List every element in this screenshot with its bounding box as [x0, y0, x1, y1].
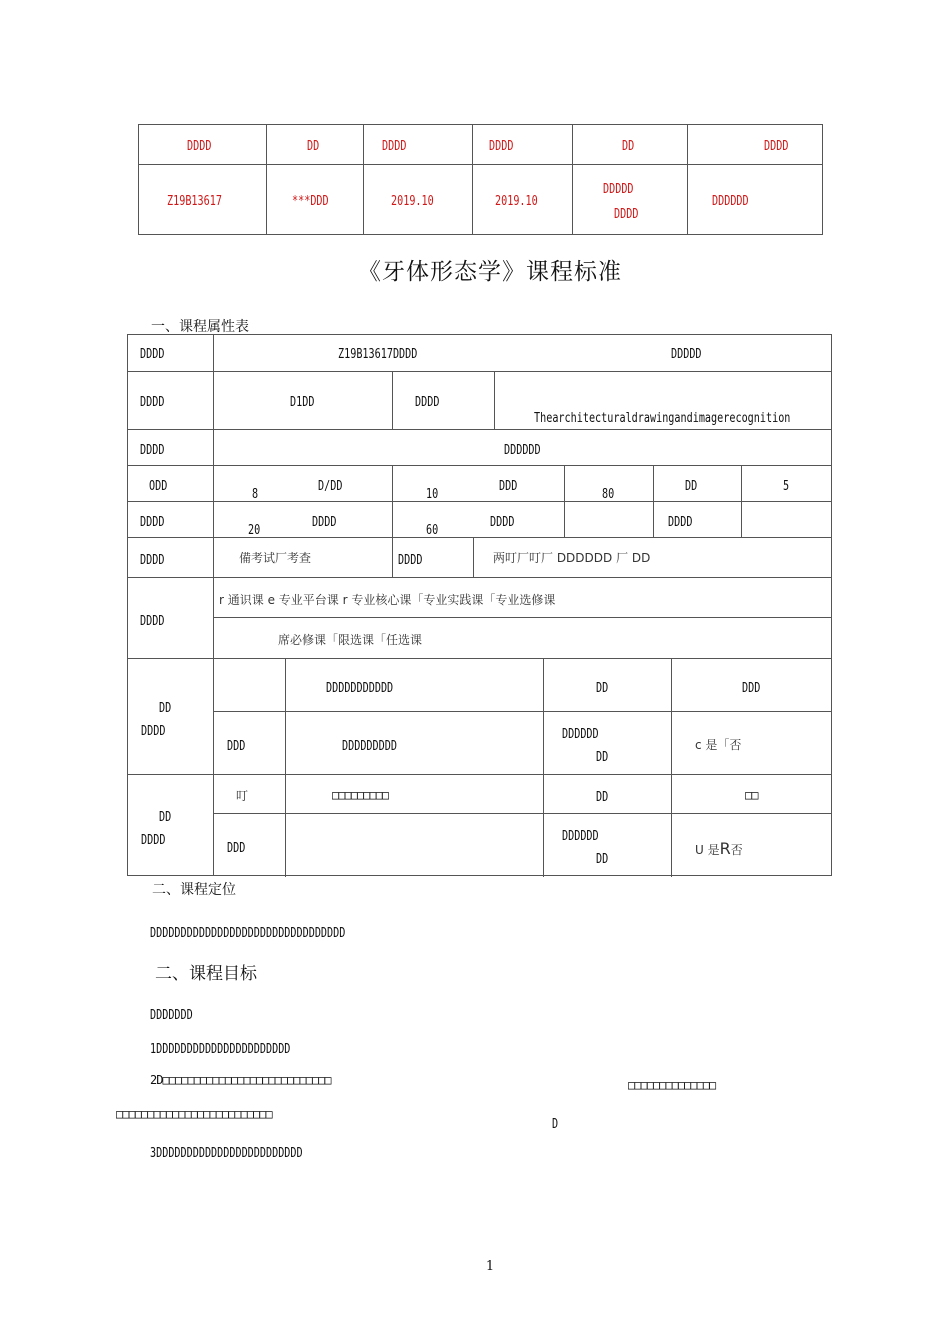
r4-g: DD	[685, 479, 698, 494]
r2-label: DDDD	[140, 395, 165, 410]
version-table	[138, 124, 823, 235]
version-date-2: 2019.10	[473, 165, 573, 235]
r8-b3a: DDDDDD	[562, 727, 599, 742]
r9-yes-no: U 是R否	[695, 839, 743, 858]
section1-heading: 一、课程属性表	[151, 319, 249, 335]
r9-h1: 叮	[236, 789, 249, 803]
section2-heading: 二、课程定位	[152, 882, 236, 898]
r8-label-1: DD	[159, 701, 172, 716]
r8-h2: DDDDDDDDDDD	[326, 681, 394, 696]
version-status: DDDDD DDDD	[573, 165, 688, 235]
attribute-table	[127, 334, 832, 876]
r1-right: DDDDD	[671, 347, 702, 362]
r3-label: DDDD	[140, 443, 165, 458]
page-number: 1	[485, 1259, 495, 1274]
r1-label: DDDD	[140, 347, 165, 362]
r4-b: 8	[252, 487, 259, 502]
version-code: Z19B13617	[139, 165, 267, 235]
r9-b1: DDD	[227, 841, 246, 856]
goal-1: 1DDDDDDDDDDDDDDDDDDDDDD	[150, 1042, 291, 1057]
r5-c: DDDD	[312, 515, 337, 530]
version-header-5: DD	[573, 125, 688, 165]
goals-intro: DDDDDDD	[150, 1008, 193, 1023]
version-date-1: 2019.10	[364, 165, 473, 235]
r9-h3: DD	[596, 790, 609, 805]
exam-method: 備考试厂考查	[239, 551, 312, 565]
r5-b: 20	[248, 523, 261, 538]
r8-b1: DDD	[227, 739, 246, 754]
version-approver: DDDDDD	[688, 165, 823, 235]
r5-g: DDDD	[668, 515, 693, 530]
r8-b3b: DD	[596, 750, 609, 765]
r1-course-code: Z19B13617DDDD	[338, 347, 418, 362]
r4-f: 80	[602, 487, 615, 502]
r8-yes-no: c 是「否	[695, 738, 742, 752]
r9-label-2: DDDD	[141, 833, 166, 848]
r8-b2: DDDDDDDDD	[342, 739, 397, 754]
r3-value: DDDDDD	[504, 443, 541, 458]
r9-label-1: DD	[159, 810, 172, 825]
course-type: 席必修课「限选课「任选课	[278, 633, 423, 647]
goal-2-right: □□□□□□□□□□□□□□	[628, 1078, 716, 1092]
english-course-name: Thearchitecturaldrawingandimagerecognition	[534, 411, 791, 426]
r9-h2: □□□□□□□□□	[332, 788, 389, 802]
goal-2: 2D□□□□□□□□□□□□□□□□□□□□□□□□□□□	[150, 1073, 331, 1087]
r5-d: 60	[426, 523, 439, 538]
r6-label: DDDD	[140, 553, 165, 568]
r4-d: 10	[426, 487, 439, 502]
section3-heading: 二、课程目标	[155, 964, 257, 984]
goal-2-line2: □□□□□□□□□□□□□□□□□□□□□□□□□	[116, 1107, 272, 1121]
r6-options: 两叮厂叮厂 DDDDDD 厂 DD	[493, 551, 651, 565]
r5-e: DDDD	[490, 515, 515, 530]
r2-value: D1DD	[290, 395, 315, 410]
r4-c: D/DD	[318, 479, 343, 494]
r8-h3: DD	[596, 681, 609, 696]
r7-label: DDDD	[140, 614, 165, 629]
r4-a: ODD	[149, 479, 168, 494]
r4-e: DDD	[499, 479, 518, 494]
page-title: 《牙体形态学》课程标准	[358, 259, 622, 285]
r9-h4: □□	[745, 788, 758, 802]
goal-2-tail: D	[552, 1117, 559, 1132]
r5-a: DDDD	[140, 515, 165, 530]
version-header-2: DD	[267, 125, 364, 165]
r6-label2: DDDD	[398, 553, 423, 568]
r8-label-2: DDDD	[141, 724, 166, 739]
r9-b3b: DD	[596, 852, 609, 867]
course-category: r 通识课 e 专业平台课 r 专业核心课「专业实践课「专业选修课	[219, 593, 556, 607]
r2-label2: DDDD	[415, 395, 440, 410]
r9-b3a: DDDDDD	[562, 829, 599, 844]
version-header-6: DDDD	[688, 125, 823, 165]
goal-3: 3DDDDDDDDDDDDDDDDDDDDDDDD	[150, 1146, 303, 1161]
version-author: ***DDD	[267, 165, 364, 235]
version-header-3: DDDD	[364, 125, 473, 165]
r4-h: 5	[783, 479, 790, 494]
r8-h4: DDD	[742, 681, 761, 696]
section2-body: DDDDDDDDDDDDDDDDDDDDDDDDDDDDDDDD	[150, 926, 346, 941]
version-header-4: DDDD	[473, 125, 573, 165]
version-header-1: DDDD	[139, 125, 267, 165]
